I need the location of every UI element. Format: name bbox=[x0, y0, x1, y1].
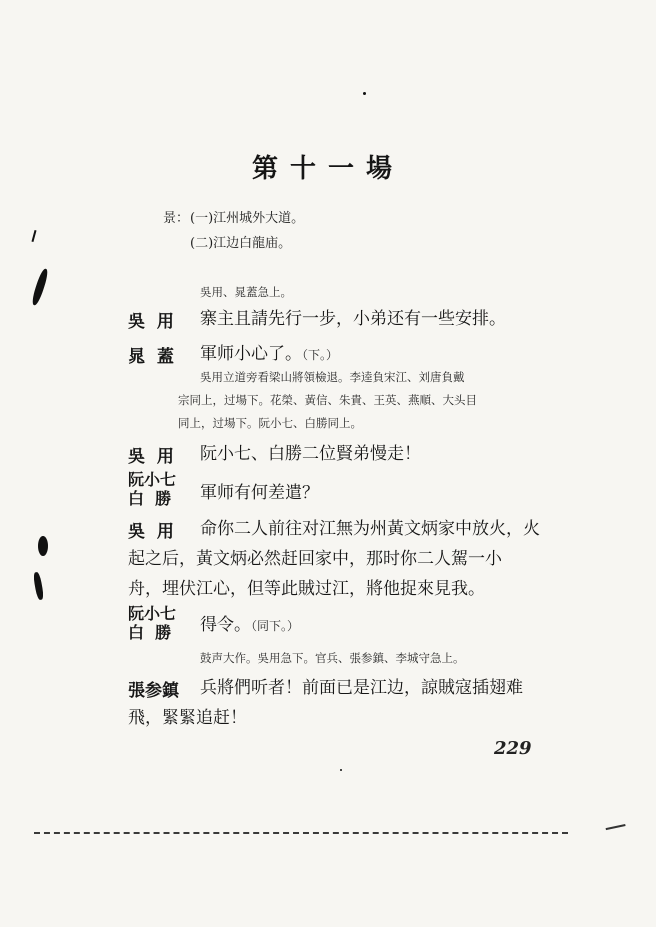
speaker-6b: 白 勝 bbox=[128, 623, 172, 642]
speaker-5: 吳 用 bbox=[128, 522, 174, 542]
speaker-7: 張参鎮 bbox=[128, 681, 179, 701]
dialogue-2-text: 軍师小心了。 bbox=[200, 344, 302, 364]
dialogue-4: 軍师有何差遣？ bbox=[200, 483, 319, 503]
dialogue-6-direction: （同下。） bbox=[251, 619, 300, 633]
speaker-4a: 阮小七 bbox=[128, 470, 177, 489]
ink-blot-1 bbox=[30, 268, 49, 307]
scene-location-2: (二)江边白龍庙。 bbox=[190, 236, 292, 251]
stage-direction-2-line-3: 同上，过場下。阮小七、白勝同上。 bbox=[178, 416, 362, 430]
speaker-2: 晁 蓋 bbox=[128, 347, 174, 367]
scene-location-1: (一)江州城外大道。 bbox=[190, 211, 305, 226]
dialogue-3: 阮小七、白勝二位賢弟慢走！ bbox=[200, 444, 421, 464]
speaker-6a: 阮小七 bbox=[128, 604, 177, 623]
dialogue-5-line-3: 舟，埋伏江心，但等此賊过江，將他捉來見我。 bbox=[128, 579, 485, 599]
ink-dot-top bbox=[363, 92, 366, 95]
ink-mark-4 bbox=[31, 230, 36, 242]
stage-direction-1: 吳用、晁蓋急上。 bbox=[200, 285, 292, 299]
dialogue-7-line-1: 兵將們听者！前面已是江边，諒賊寇插翅难 bbox=[200, 678, 523, 698]
dialogue-1: 寨主且請先行一步，小弟还有一些安排。 bbox=[200, 309, 506, 329]
ink-blot-3 bbox=[33, 572, 45, 601]
dialogue-7-line-2: 飛，緊緊追赶！ bbox=[128, 708, 247, 728]
speaker-4b: 白 勝 bbox=[128, 489, 172, 508]
dialogue-5-line-1: 命你二人前往对江無为州黃文炳家中放火，火 bbox=[200, 519, 540, 539]
scene-title: 第十一場 bbox=[251, 154, 404, 184]
speaker-1: 吳 用 bbox=[128, 312, 174, 332]
dialogue-5-line-2: 起之后，黃文炳必然赶回家中，那时你二人駕一小 bbox=[128, 549, 502, 569]
bottom-dashed-rule bbox=[34, 832, 568, 834]
rule-end-mark bbox=[606, 824, 627, 834]
stage-direction-2-line-1: 吳用立道旁看梁山將領檢退。李逵負宋江、刘唐負戴 bbox=[200, 370, 465, 384]
stage-direction-2-line-2: 宗同上，过場下。花榮、黃信、朱貴、王英、燕順、大头目 bbox=[178, 393, 477, 407]
scene-label: 景： bbox=[163, 211, 190, 226]
stage-direction-3: 鼓声大作。吳用急下。官兵、張参鎮、李城守急上。 bbox=[200, 651, 465, 665]
dialogue-2-direction: （下。） bbox=[302, 348, 339, 362]
dialogue-6-text: 得令。 bbox=[200, 615, 251, 635]
ink-dot-bottom bbox=[340, 769, 342, 771]
dialogue-6 bbox=[200, 610, 528, 641]
speaker-3: 吳 用 bbox=[128, 447, 174, 467]
ink-blot-2 bbox=[38, 536, 48, 556]
page-number: 229 bbox=[494, 738, 532, 759]
